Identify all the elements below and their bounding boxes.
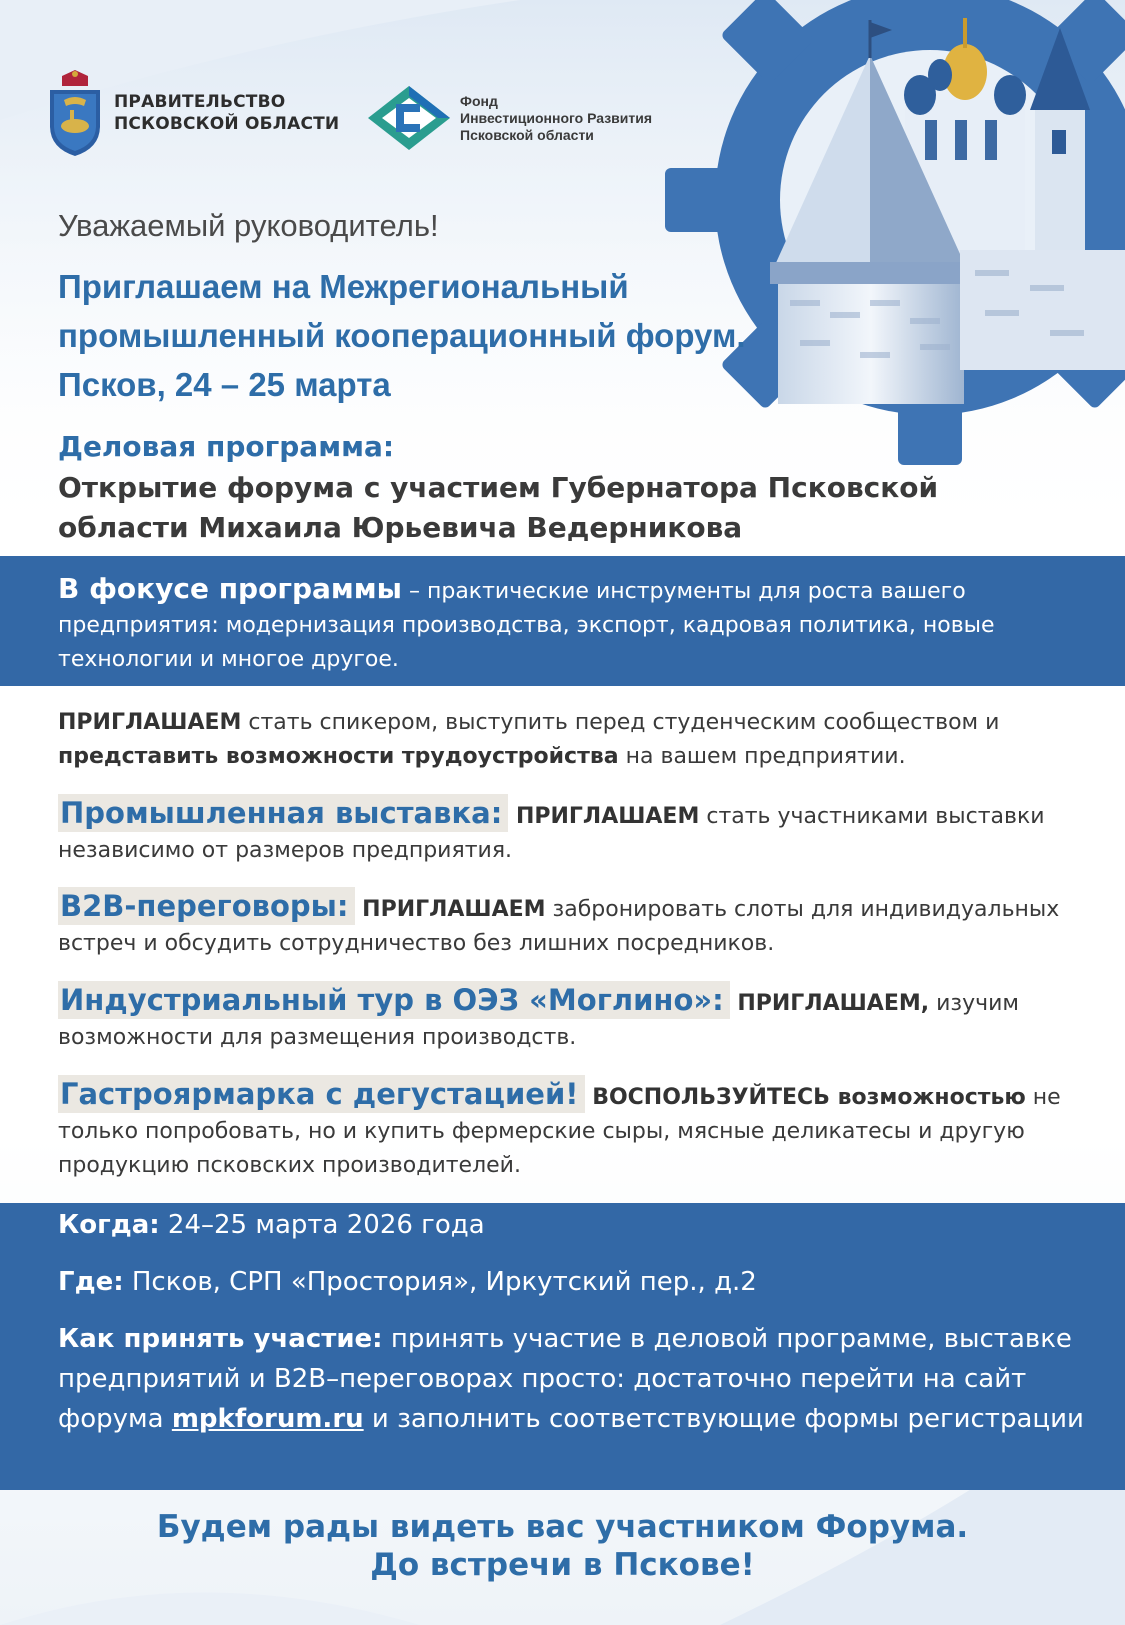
section-bold-b2b: ПРИГЛАШАЕМ xyxy=(354,897,546,922)
section-exhibition xyxy=(58,796,1098,868)
government-logo xyxy=(44,70,339,156)
section-gastro-fair xyxy=(58,1077,1098,1183)
section-text-tour: изучим возможности для размещения производств. xyxy=(58,991,1020,1050)
fund-name-line1: Фонд xyxy=(460,92,498,109)
gov-name-line1: ПРАВИТЕЛЬСТВО xyxy=(114,92,286,112)
gov-name-line2: ПСКОВСКОЙ ОБЛАСТИ xyxy=(114,114,340,134)
title-line-1: Приглашаем на Межрегиональный xyxy=(58,268,629,305)
business-program-heading: Деловая программа: xyxy=(58,430,395,463)
section-text-exhibition: стать участниками выставки независимо от размеров предприятия. xyxy=(58,804,1045,863)
title-line-3: Псков, 24 – 25 марта xyxy=(58,366,391,403)
focus-band xyxy=(0,556,1125,686)
how-line xyxy=(58,1319,1088,1439)
where-value: Псков, СРП «Простория», Иркутский пер., д.2 xyxy=(123,1267,757,1297)
section-heading-gastro: Гастроярмарка с дегустацией! xyxy=(58,1075,585,1113)
section-bold-tour: ПРИГЛАШАЕМ, xyxy=(729,991,930,1016)
speaker-bold-1: ПРИГЛАШАЕМ xyxy=(58,710,242,735)
where-label: Где: xyxy=(58,1267,124,1297)
section-bold-gastro: ВОСПОЛЬЗУЙТЕСЬ возможностью xyxy=(584,1085,1026,1110)
closing-line-1: Будем рады видеть вас участником Форума. xyxy=(156,1509,969,1545)
section-heading-b2b: B2B-переговоры: xyxy=(58,887,355,925)
closing-message xyxy=(0,1508,1125,1584)
focus-text xyxy=(58,572,1088,677)
fund-mark-icon xyxy=(366,84,452,152)
speaker-text-1: стать спикером, выступить перед студенческим сообществом и xyxy=(241,710,1000,735)
invitation-title xyxy=(58,262,818,409)
focus-lead: В фокусе программы xyxy=(58,572,402,605)
forum-site-link[interactable]: mpkforum.ru xyxy=(171,1404,364,1434)
when-line xyxy=(58,1205,1088,1245)
when-label: Когда: xyxy=(58,1210,160,1240)
event-info-band xyxy=(0,1203,1125,1490)
how-label: Как принять участие: xyxy=(58,1324,383,1354)
speaker-invitation xyxy=(58,706,1098,774)
section-bold-exhibition: ПРИГЛАШАЕМ xyxy=(508,804,700,829)
section-text-b2b: забронировать слоты для индивидуальных встреч и обсудить сотрудничество без лишних посредников. xyxy=(58,897,1060,956)
fund-logo xyxy=(366,84,652,152)
section-heading-exhibition: Промышленная выставка: xyxy=(58,794,508,832)
section-text-gastro: не только попробовать, но и купить фермерские сыры, мясные деликатесы и другую продукцию псковских производителей. xyxy=(58,1085,1061,1178)
focus-description: – практические инструменты для роста вашего предприятия: модернизация производства, экспорт, кадровая политика, новые технологии и многое другое. xyxy=(58,579,995,672)
speaker-text-2: на вашем предприятии. xyxy=(618,744,906,769)
how-value-1: принять участие в деловой программе, выставке предприятий и B2B–переговорах просто: достаточно перейти на сайт форума xyxy=(58,1324,1072,1434)
pskov-crest-icon xyxy=(44,70,106,156)
how-value-2: и заполнить соответствующие формы регистрации xyxy=(363,1404,1084,1434)
title-line-2: промышленный кооперационный форум. xyxy=(58,317,746,354)
fund-name-line2: Инвестиционного Развития xyxy=(460,109,653,126)
section-b2b xyxy=(58,889,1098,961)
closing-line-2: До встречи в Пскове! xyxy=(370,1547,755,1583)
greeting: Уважаемый руководитель! xyxy=(58,208,439,243)
where-line xyxy=(58,1262,1088,1302)
speaker-bold-2: представить возможности трудоустройства xyxy=(58,744,619,769)
when-value: 24–25 марта 2026 года xyxy=(159,1210,485,1240)
section-heading-tour: Индустриальный тур в ОЭЗ «Моглино»: xyxy=(58,981,730,1019)
fund-name-line3: Псковской области xyxy=(460,126,594,143)
section-industrial-tour xyxy=(58,983,1098,1055)
forum-opening-text: Открытие форума с участием Губернатора Псковской области Михаила Юрьевича Ведерникова xyxy=(58,471,939,544)
